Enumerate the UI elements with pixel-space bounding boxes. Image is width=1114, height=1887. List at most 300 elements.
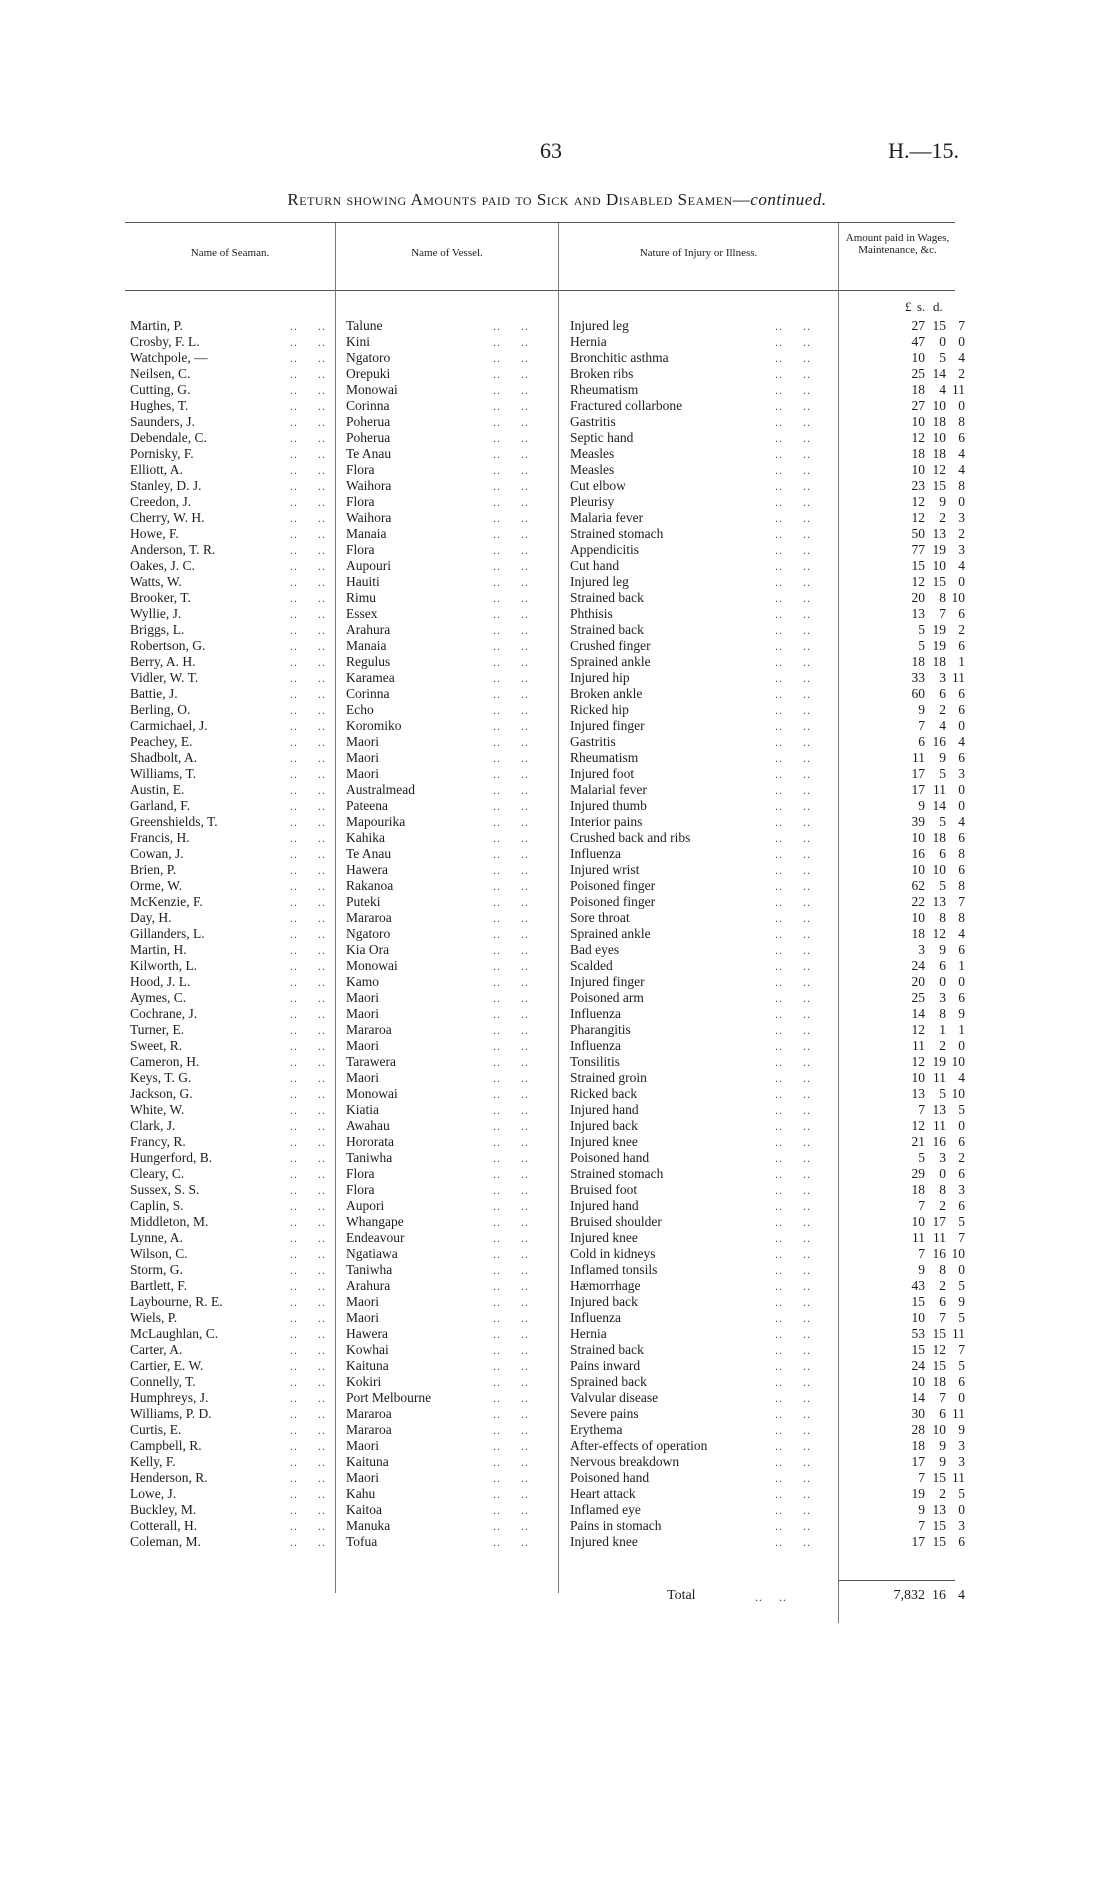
seaman-name: Creedon, J. xyxy=(130,494,192,509)
vessel-leader-dots: .. .. xyxy=(493,447,529,461)
amount-pounds: 47 xyxy=(911,334,925,349)
injury-nature: Pains inward xyxy=(570,1358,641,1373)
vessel-leader-dots: .. .. xyxy=(493,543,529,557)
amount-pence: 3 xyxy=(958,1518,965,1533)
vessel-leader-dots: .. .. xyxy=(493,623,529,637)
seaman-name: Hungerford, B. xyxy=(130,1150,213,1165)
amount-pence: 6 xyxy=(958,1374,965,1389)
vessel-leader-dots: .. .. xyxy=(493,1199,529,1213)
seaman-name: Oakes, J. C. xyxy=(130,558,195,573)
amount-pounds: 19 xyxy=(911,1486,925,1501)
table-row xyxy=(125,1310,965,1326)
vessel-name: Manaia xyxy=(346,526,387,541)
injury-nature: Bad eyes xyxy=(570,942,620,957)
amount-pence: 0 xyxy=(958,1038,965,1053)
amount-pence: 8 xyxy=(958,478,965,493)
name-leader-dots: .. .. xyxy=(290,319,326,333)
vessel-name: Mararoa xyxy=(346,910,392,925)
vessel-name: Arahura xyxy=(346,1278,391,1293)
name-leader-dots: .. .. xyxy=(290,591,326,605)
nature-leader-dots: .. .. xyxy=(775,687,811,701)
table-row xyxy=(125,382,965,398)
amount-pence: 9 xyxy=(958,1294,965,1309)
name-leader-dots: .. .. xyxy=(290,623,326,637)
injury-nature: Scalded xyxy=(570,958,613,973)
injury-nature: Injured foot xyxy=(570,766,635,781)
injury-nature: Valvular disease xyxy=(570,1390,659,1405)
seaman-name: Watchpole, — xyxy=(130,350,208,365)
seaman-name: Elliott, A. xyxy=(130,462,183,477)
amount-pence: 4 xyxy=(958,446,965,461)
table-row xyxy=(125,830,965,846)
amount-pence: 8 xyxy=(958,414,965,429)
injury-nature: Poisoned arm xyxy=(570,990,644,1005)
injury-nature: Measles xyxy=(570,446,615,461)
table-row xyxy=(125,478,965,494)
table-row xyxy=(125,1374,965,1390)
amount-shillings: 2 xyxy=(939,1038,946,1053)
seaman-name: Anderson, T. R. xyxy=(130,542,216,557)
amount-pence: 5 xyxy=(958,1310,965,1325)
seaman-name: Williams, T. xyxy=(130,766,197,781)
injury-nature: Strained stomach xyxy=(570,526,664,541)
amount-pounds: 5 xyxy=(918,638,925,653)
name-leader-dots: .. .. xyxy=(290,399,326,413)
amount-shillings: 9 xyxy=(939,942,946,957)
amount-shillings: 10 xyxy=(932,398,946,413)
table-row xyxy=(125,494,965,510)
amount-shillings: 11 xyxy=(933,782,946,797)
seaman-name: Hood, J. L. xyxy=(130,974,191,989)
table-row xyxy=(125,414,965,430)
seaman-name: Gillanders, L. xyxy=(130,926,205,941)
amount-pence: 4 xyxy=(958,814,965,829)
nature-leader-dots: .. .. xyxy=(775,1359,811,1373)
top-rule xyxy=(125,222,955,223)
injury-nature: Heart attack xyxy=(570,1486,636,1501)
injury-nature: Ricked hip xyxy=(570,702,629,717)
table-row xyxy=(125,606,965,622)
vessel-name: Flora xyxy=(346,1182,375,1197)
table-row xyxy=(125,446,965,462)
amount-shillings: 8 xyxy=(939,1182,946,1197)
name-leader-dots: .. .. xyxy=(290,1503,326,1517)
vessel-leader-dots: .. .. xyxy=(493,959,529,973)
table-row xyxy=(125,1406,965,1422)
seaman-name: Cartier, E. W. xyxy=(130,1358,204,1373)
table-row xyxy=(125,1486,965,1502)
vessel-name: Aupori xyxy=(346,1198,385,1213)
amount-shillings: 9 xyxy=(939,1454,946,1469)
injury-nature: Influenza xyxy=(570,846,621,861)
col-head-amount: Amount paid in Wages, Maintenance, &c. xyxy=(845,232,950,256)
seaman-name: Middleton, M. xyxy=(130,1214,209,1229)
vessel-name: Essex xyxy=(346,606,378,621)
amount-pounds: 10 xyxy=(911,1310,925,1325)
nature-leader-dots: .. .. xyxy=(775,1519,811,1533)
table-row xyxy=(125,1086,965,1102)
amount-pence: 8 xyxy=(958,846,965,861)
amount-pence: 4 xyxy=(958,350,965,365)
vessel-name: Flora xyxy=(346,542,375,557)
name-leader-dots: .. .. xyxy=(290,495,326,509)
amount-shillings: 9 xyxy=(939,494,946,509)
seaman-name: Humphreys, J. xyxy=(130,1390,209,1405)
amount-pounds: 16 xyxy=(911,846,925,861)
injury-nature: Tonsilitis xyxy=(570,1054,621,1069)
name-leader-dots: .. .. xyxy=(290,1039,326,1053)
seaman-name: Cutting, G. xyxy=(130,382,191,397)
amount-pounds: 12 xyxy=(911,510,925,525)
injury-nature: Fractured collarbone xyxy=(570,398,683,413)
amount-shillings: 18 xyxy=(932,830,946,845)
injury-nature: Sprained back xyxy=(570,1374,647,1389)
amount-pounds: 10 xyxy=(911,462,925,477)
vessel-leader-dots: .. .. xyxy=(493,463,529,477)
amount-pounds: 60 xyxy=(911,686,925,701)
seaman-name: Cochrane, J. xyxy=(130,1006,198,1021)
seaman-name: Cowan, J. xyxy=(130,846,184,861)
nature-leader-dots: .. .. xyxy=(775,831,811,845)
nature-leader-dots: .. .. xyxy=(775,767,811,781)
injury-nature: Poisoned finger xyxy=(570,894,656,909)
total-shillings: 16 xyxy=(932,1588,946,1603)
nature-leader-dots: .. .. xyxy=(775,639,811,653)
vessel-leader-dots: .. .. xyxy=(493,1439,529,1453)
nature-leader-dots: .. .. xyxy=(775,527,811,541)
vessel-name: Poherua xyxy=(346,430,391,445)
amount-pence: 10 xyxy=(951,590,965,605)
amount-pounds: 9 xyxy=(918,1502,925,1517)
amount-pence: 2 xyxy=(958,366,965,381)
vessel-name: Karamea xyxy=(346,670,395,685)
name-leader-dots: .. .. xyxy=(290,463,326,477)
name-leader-dots: .. .. xyxy=(290,863,326,877)
amount-pence: 4 xyxy=(958,558,965,573)
seaman-name: Jackson, G. xyxy=(130,1086,193,1101)
amount-pence: 3 xyxy=(958,542,965,557)
name-leader-dots: .. .. xyxy=(290,431,326,445)
vessel-leader-dots: .. .. xyxy=(493,1503,529,1517)
table-row xyxy=(125,1198,965,1214)
table-row xyxy=(125,1230,965,1246)
nature-leader-dots: .. .. xyxy=(775,1327,811,1341)
name-leader-dots: .. .. xyxy=(290,1263,326,1277)
amount-pounds: 6 xyxy=(918,734,925,749)
vessel-leader-dots: .. .. xyxy=(493,703,529,717)
table-row xyxy=(125,1422,965,1438)
amount-shillings: 6 xyxy=(939,1406,946,1421)
name-leader-dots: .. .. xyxy=(290,735,326,749)
nature-leader-dots: .. .. xyxy=(775,1295,811,1309)
amount-pounds: 22 xyxy=(911,894,925,909)
vessel-name: Monowai xyxy=(346,1086,398,1101)
name-leader-dots: .. .. xyxy=(290,991,326,1005)
nature-leader-dots: .. .. xyxy=(775,415,811,429)
amount-shillings: 16 xyxy=(932,734,946,749)
table-row xyxy=(125,1102,965,1118)
amount-pence: 6 xyxy=(958,1198,965,1213)
vessel-leader-dots: .. .. xyxy=(493,863,529,877)
amount-pounds: 3 xyxy=(918,942,925,957)
amount-pence: 9 xyxy=(958,1006,965,1021)
amount-shillings: 18 xyxy=(932,654,946,669)
amount-pence: 11 xyxy=(952,1326,965,1341)
injury-nature: Injured finger xyxy=(570,974,645,989)
seaman-name: Hughes, T. xyxy=(130,398,189,413)
injury-nature: Strained back xyxy=(570,590,644,605)
name-leader-dots: .. .. xyxy=(290,607,326,621)
vessel-name: Kahu xyxy=(346,1486,376,1501)
nature-leader-dots: .. .. xyxy=(775,1487,811,1501)
injury-nature: Injured knee xyxy=(570,1534,638,1549)
amount-pounds: 20 xyxy=(911,590,925,605)
amount-pounds: 10 xyxy=(911,350,925,365)
seaman-name: Kilworth, L. xyxy=(130,958,198,973)
nature-leader-dots: .. .. xyxy=(775,1407,811,1421)
injury-nature: Injured back xyxy=(570,1294,638,1309)
amount-pounds: 13 xyxy=(911,1086,925,1101)
vessel-name: Mararoa xyxy=(346,1422,392,1437)
vessel-leader-dots: .. .. xyxy=(493,1071,529,1085)
vessel-leader-dots: .. .. xyxy=(493,1135,529,1149)
amount-shillings: 0 xyxy=(939,1166,946,1181)
vessel-leader-dots: .. .. xyxy=(493,335,529,349)
amount-pounds: 13 xyxy=(911,606,925,621)
name-leader-dots: .. .. xyxy=(290,719,326,733)
vessel-name: Corinna xyxy=(346,398,390,413)
amount-shillings: 13 xyxy=(932,526,946,541)
injury-nature: Influenza xyxy=(570,1006,621,1021)
amount-shillings: 15 xyxy=(932,1358,946,1373)
nature-leader-dots: .. .. xyxy=(775,351,811,365)
vessel-leader-dots: .. .. xyxy=(493,911,529,925)
amount-pence: 10 xyxy=(951,1246,965,1261)
vessel-leader-dots: .. .. xyxy=(493,1247,529,1261)
unit-pounds: £ xyxy=(905,299,912,314)
amount-pounds: 50 xyxy=(911,526,925,541)
name-leader-dots: .. .. xyxy=(290,1199,326,1213)
seaman-name: Pornisky, F. xyxy=(130,446,194,461)
vessel-leader-dots: .. .. xyxy=(493,1055,529,1069)
name-leader-dots: .. .. xyxy=(290,1535,326,1549)
nature-leader-dots: .. .. xyxy=(775,735,811,749)
name-leader-dots: .. .. xyxy=(290,895,326,909)
amount-pence: 3 xyxy=(958,1454,965,1469)
vessel-name: Te Anau xyxy=(346,846,392,861)
amount-shillings: 7 xyxy=(939,606,946,621)
injury-nature: After-effects of operation xyxy=(570,1438,708,1453)
table-row xyxy=(125,798,965,814)
vessel-name: Mararoa xyxy=(346,1022,392,1037)
nature-leader-dots: .. .. xyxy=(775,991,811,1005)
vessel-name: Maori xyxy=(346,1294,379,1309)
table-row xyxy=(125,1326,965,1342)
injury-nature: Ricked back xyxy=(570,1086,638,1101)
injury-nature: Poisoned finger xyxy=(570,878,656,893)
amount-pence: 6 xyxy=(958,862,965,877)
seaman-name: Berry, A. H. xyxy=(130,654,196,669)
amount-pounds: 25 xyxy=(911,366,925,381)
amount-shillings: 5 xyxy=(939,878,946,893)
amount-pounds: 24 xyxy=(911,1358,925,1373)
nature-leader-dots: .. .. xyxy=(775,495,811,509)
vessel-leader-dots: .. .. xyxy=(493,1455,529,1469)
vessel-leader-dots: .. .. xyxy=(493,831,529,845)
name-leader-dots: .. .. xyxy=(290,687,326,701)
seaman-name: Williams, P. D. xyxy=(130,1406,212,1421)
injury-nature: Strained stomach xyxy=(570,1166,664,1181)
amount-shillings: 0 xyxy=(939,974,946,989)
vessel-name: Maori xyxy=(346,1470,379,1485)
amount-pence: 6 xyxy=(958,606,965,621)
amount-pence: 0 xyxy=(958,1390,965,1405)
vessel-name: Manaia xyxy=(346,638,387,653)
amount-pounds: 20 xyxy=(911,974,925,989)
nature-leader-dots: .. .. xyxy=(775,799,811,813)
table-row xyxy=(125,622,965,638)
amount-pence: 0 xyxy=(958,798,965,813)
name-leader-dots: .. .. xyxy=(290,1519,326,1533)
nature-leader-dots: .. .. xyxy=(775,479,811,493)
amount-shillings: 5 xyxy=(939,350,946,365)
amount-pence: 11 xyxy=(952,382,965,397)
amount-pounds: 10 xyxy=(911,1070,925,1085)
amount-pence: 0 xyxy=(958,494,965,509)
injury-nature: Sprained ankle xyxy=(570,926,651,941)
injury-nature: Gastritis xyxy=(570,734,616,749)
nature-leader-dots: .. .. xyxy=(775,575,811,589)
name-leader-dots: .. .. xyxy=(290,671,326,685)
nature-leader-dots: .. .. xyxy=(775,1343,811,1357)
amount-pence: 1 xyxy=(958,958,965,973)
amount-shillings: 16 xyxy=(932,1134,946,1149)
injury-nature: Injured finger xyxy=(570,718,645,733)
vessel-leader-dots: .. .. xyxy=(493,319,529,333)
nature-leader-dots: .. .. xyxy=(775,1455,811,1469)
vessel-leader-dots: .. .. xyxy=(493,591,529,605)
name-leader-dots: .. .. xyxy=(290,1055,326,1069)
amount-pence: 0 xyxy=(958,574,965,589)
nature-leader-dots: .. .. xyxy=(775,1167,811,1181)
amount-shillings: 5 xyxy=(939,766,946,781)
amount-shillings: 2 xyxy=(939,1198,946,1213)
table-row xyxy=(125,734,965,750)
amount-pence: 5 xyxy=(958,1102,965,1117)
vessel-name: Kini xyxy=(346,334,371,349)
vessel-leader-dots: .. .. xyxy=(493,383,529,397)
injury-nature: Nervous breakdown xyxy=(570,1454,680,1469)
amount-pounds: 9 xyxy=(918,798,925,813)
table-row xyxy=(125,350,965,366)
injury-nature: Phthisis xyxy=(570,606,613,621)
vessel-name: Taniwha xyxy=(346,1262,393,1277)
table-row xyxy=(125,1182,965,1198)
amount-pounds: 28 xyxy=(911,1422,925,1437)
table-row xyxy=(125,1134,965,1150)
injury-nature: Strained groin xyxy=(570,1070,647,1085)
name-leader-dots: .. .. xyxy=(290,1439,326,1453)
nature-leader-dots: .. .. xyxy=(775,607,811,621)
amount-pounds: 12 xyxy=(911,1022,925,1037)
amount-shillings: 15 xyxy=(932,1326,946,1341)
vessel-leader-dots: .. .. xyxy=(493,367,529,381)
seaman-name: Watts, W. xyxy=(130,574,182,589)
table-row xyxy=(125,1262,965,1278)
injury-nature: Appendicitis xyxy=(570,542,639,557)
page-number: 63 xyxy=(540,138,562,163)
vessel-leader-dots: .. .. xyxy=(493,1039,529,1053)
vessel-leader-dots: .. .. xyxy=(493,575,529,589)
vessel-name: Talune xyxy=(346,318,383,333)
vessel-leader-dots: .. .. xyxy=(493,879,529,893)
table-row xyxy=(125,958,965,974)
name-leader-dots: .. .. xyxy=(290,1455,326,1469)
nature-leader-dots: .. .. xyxy=(775,911,811,925)
vessel-name: Ngatiawa xyxy=(346,1246,398,1261)
amount-shillings: 12 xyxy=(932,1342,946,1357)
vessel-leader-dots: .. .. xyxy=(493,1343,529,1357)
table-row xyxy=(125,686,965,702)
injury-nature: Injured knee xyxy=(570,1230,638,1245)
amount-pounds: 9 xyxy=(918,702,925,717)
nature-leader-dots: .. .. xyxy=(775,431,811,445)
amount-pounds: 5 xyxy=(918,622,925,637)
injury-nature: Rheumatism xyxy=(570,750,639,765)
name-leader-dots: .. .. xyxy=(290,1167,326,1181)
amount-shillings: 11 xyxy=(933,1118,946,1133)
nature-leader-dots: .. .. xyxy=(775,1471,811,1485)
table-title xyxy=(0,190,1114,210)
table-row xyxy=(125,1006,965,1022)
vessel-leader-dots: .. .. xyxy=(493,767,529,781)
vessel-name: Maori xyxy=(346,1006,379,1021)
vessel-leader-dots: .. .. xyxy=(493,511,529,525)
total-pounds: 7,832 xyxy=(893,1588,925,1603)
nature-leader-dots: .. .. xyxy=(775,975,811,989)
seaman-name: Lynne, A. xyxy=(130,1230,183,1245)
table-row xyxy=(125,862,965,878)
amount-pounds: 12 xyxy=(911,574,925,589)
injury-nature: Crushed finger xyxy=(570,638,651,653)
amount-shillings: 18 xyxy=(932,414,946,429)
amount-pence: 10 xyxy=(951,1054,965,1069)
amount-pence: 9 xyxy=(958,1422,965,1437)
amount-pounds: 25 xyxy=(911,990,925,1005)
injury-nature: Interior pains xyxy=(570,814,643,829)
amount-pounds: 21 xyxy=(911,1134,925,1149)
seaman-name: Turner, E. xyxy=(130,1022,185,1037)
vessel-name: Hawera xyxy=(346,862,388,877)
amount-shillings: 6 xyxy=(939,686,946,701)
vessel-name: Manuka xyxy=(346,1518,391,1533)
seaman-name: Crosby, F. L. xyxy=(130,334,200,349)
amount-shillings: 6 xyxy=(939,958,946,973)
amount-pence: 8 xyxy=(958,878,965,893)
amount-pence: 3 xyxy=(958,1438,965,1453)
vessel-name: Maori xyxy=(346,1310,379,1325)
amount-shillings: 2 xyxy=(939,1486,946,1501)
amount-pence: 0 xyxy=(958,1502,965,1517)
nature-leader-dots: .. .. xyxy=(775,751,811,765)
amount-pence: 6 xyxy=(958,990,965,1005)
injury-nature: Cold in kidneys xyxy=(570,1246,656,1261)
amount-pence: 6 xyxy=(958,638,965,653)
amount-shillings: 8 xyxy=(939,590,946,605)
col-head-vessel: Name of Vessel. xyxy=(411,247,483,259)
table-row xyxy=(125,1470,965,1486)
vessel-leader-dots: .. .. xyxy=(493,1183,529,1197)
